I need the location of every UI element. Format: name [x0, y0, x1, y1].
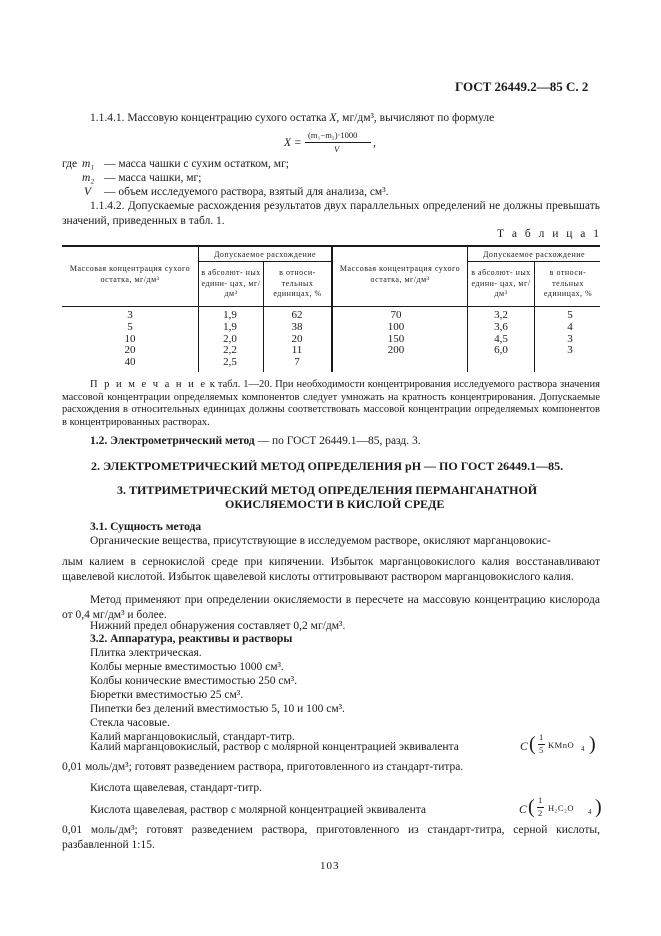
table-cell: 200: [387, 344, 405, 357]
formula-paren-open: (: [529, 733, 536, 755]
document-header: ГОСТ 26449.2—85 С. 2: [455, 79, 589, 94]
list-item: Кислота щавелевая, стандарт-титр.: [90, 782, 263, 794]
table-cell: 100: [387, 320, 405, 333]
where-text: — масса чашки с сухим остатком, мг;: [104, 158, 289, 170]
col-concentration-2: [376, 310, 416, 357]
formula-paren-close: ): [589, 733, 596, 755]
col-absolute: [210, 310, 250, 369]
formula-c: C: [520, 741, 528, 753]
section-3-heading-line2: ОКИСЛЯЕМОСТИ В КИСЛОЙ СРЕДЕ: [225, 497, 445, 511]
list-item: Стекла часовые.: [90, 717, 170, 729]
col-relative-2: [550, 310, 590, 357]
table-cell: 62: [291, 309, 303, 321]
paragraph-1141-text-end: , мг/дм³, вычисляют по формуле: [336, 112, 495, 124]
paragraph-1142: 1.1.4.2. Допускаемые расхождения результатов двух параллельных определений не должны превышать значений, приведенных в табл. 1.: [62, 200, 600, 227]
table-cell: 20: [124, 344, 136, 357]
list-item: Плитка электрическая.: [90, 647, 202, 659]
oxalic-line: Кислота щавелевая, раствор с молярной концентрацией эквивалента: [90, 804, 427, 816]
table-cell: 6,0: [494, 344, 508, 357]
table-cell: 5: [567, 309, 573, 321]
table-cell: 20: [291, 332, 303, 345]
table-cell: 3: [567, 332, 573, 345]
paragraph-12-title: 1.2. Электрометрический метод: [90, 435, 255, 447]
formula-frac-den: 2: [538, 808, 543, 818]
formula-denominator: V: [334, 144, 340, 154]
table-cell: 3,6: [494, 320, 508, 333]
formula-frac-num: 1: [538, 795, 543, 805]
oxalic-continuation: 0,01 моль/дм³; готовят разведением раствора, приготовленного из стандарт-титра, серной кислоты, разбавленной 1:15.: [62, 824, 600, 851]
paragraph-31-cont: лым калием в сернокислой среде при кипячении. Избыток марганцовокислого калия восстанавливают щавелевой кислотой. Избыток щавелевой кислоты оттитровывают раствором марганцовокислого калия.: [62, 556, 600, 583]
table-cell: 150: [387, 332, 405, 345]
th-group: Допускаемое расхождение: [213, 250, 317, 259]
paragraph-31-p2: Метод применяют при определении окисляемости в пересчете на массовую концентрацию кислорода от 0,4 мг/дм³ и более.: [62, 594, 600, 621]
table-cell: 11: [291, 344, 303, 357]
where-symbol: V: [84, 186, 92, 198]
list-item: Колбы мерные вместимостью 1000 см³.: [90, 661, 284, 673]
formula-subscript: 4: [581, 745, 585, 753]
where-text: — объем исследуемого раствора, взятый для анализа, см³.: [104, 186, 389, 198]
table-vline: [198, 246, 199, 372]
table-cell: 5: [127, 320, 133, 333]
table-cell: 2,2: [223, 344, 237, 357]
formula-text: H₂C₂O: [548, 803, 574, 813]
table-cell: 1,9: [223, 320, 237, 333]
table-cell: 2,0: [223, 332, 237, 345]
th-concentration-2: Массовая концентрация сухого остатка, мг/дм³: [339, 264, 461, 284]
table-cell: 4: [567, 320, 573, 333]
paragraph-1141-text: 1.1.4.1. Массовую концентрацию сухого остатка: [90, 112, 330, 124]
subsection-32-title: 3.2. Аппаратура, реактивы и растворы: [90, 633, 293, 645]
subsection-31-title: 3.1. Сущность метода: [90, 521, 202, 533]
th-concentration: Массовая концентрация сухого остатка, мг/дм³: [69, 264, 191, 284]
paragraph-31-line1: Органические вещества, присутствующие в исследуемом растворе, окисляют марганцовокис-: [90, 535, 551, 547]
table-group-rule: [198, 261, 333, 262]
list-item: Калий марганцовокислый, стандарт-титр.: [90, 731, 295, 743]
th-relative: в относи- тельных единицах, %: [273, 268, 322, 298]
th-absolute: в абсолют- ных едини- цах, мг/дм³: [201, 268, 261, 298]
paragraph-12-text: — по ГОСТ 26449.1—85, разд. 3.: [254, 435, 421, 447]
col-absolute-2: [481, 310, 521, 357]
formula-frac-num: 1: [539, 732, 544, 742]
page-number: 103: [320, 860, 340, 872]
table-caption: Т а б л и ц а 1: [497, 228, 602, 240]
th-group-2: Допускаемое расхождение: [482, 250, 586, 259]
list-item: Бюретки вместимостью 25 см³.: [90, 689, 244, 701]
where-symbol: m₂: [82, 172, 95, 184]
formula-paren-open: (: [528, 796, 535, 818]
formula-fraction-bar: [305, 142, 371, 143]
table-cell: 38: [291, 320, 303, 333]
kmno4-line: Калий марганцовокислый, раствор с молярной концентрацией эквивалента: [90, 741, 459, 753]
th-relative-2: в относи- тельных единицах, %: [543, 268, 593, 298]
section-3-heading: 3. ТИТРИМЕТРИЧЕСКИЙ МЕТОД ОПРЕДЕЛЕНИЯ ПЕРМАНГАНАТНОЙ: [117, 483, 538, 497]
where-lead: где: [62, 158, 78, 170]
table-cell: 40: [124, 356, 136, 369]
note-text: к табл. 1—20. При необходимости концентрирования исследуемого раствора значения массовой концентрации определяемых компонентов следует умножать на кратность концентрирования. Допускаемые расхождения в относительных единицах должны соответствовать массовой концентрации определяемых компонентов в концентрированных растворах.: [62, 379, 600, 428]
formula-comma: ,: [373, 137, 376, 149]
table-cell: 10: [124, 332, 136, 345]
formula-lhs: X =: [284, 137, 302, 149]
th-absolute-2: в абсолют- ных едини- цах, мг/дм³: [471, 268, 531, 298]
where-symbol: m₁: [82, 158, 95, 170]
paragraph-31-p3: Нижний предел обнаружения составляет 0,2 мг/дм³.: [90, 620, 346, 632]
formula-paren-close: ): [595, 796, 602, 818]
table-vline: [467, 246, 468, 372]
section-2-heading: 2. ЭЛЕКТРОМЕТРИЧЕСКИЙ МЕТОД ОПРЕДЕЛЕНИЯ рН — ПО ГОСТ 26449.1—85.: [91, 459, 564, 473]
table-cell: 2,5: [223, 356, 237, 369]
table-vline: [331, 246, 333, 372]
table-cell: 70: [390, 309, 402, 321]
table-cell: 4,5: [494, 332, 508, 345]
formula-c: C: [519, 804, 527, 816]
formula-subscript: 4: [588, 808, 592, 816]
table-cell: 7: [294, 356, 300, 369]
formula-text: KMnO: [548, 740, 575, 750]
table-cell: 3,2: [494, 309, 508, 321]
formula-numerator: (m₁−m₂)·1000: [308, 130, 358, 140]
variable-x: X: [329, 112, 337, 124]
col-concentration: [110, 310, 150, 369]
list-item: Пипетки без делений вместимостью 5, 10 и 100 см³.: [90, 703, 345, 715]
table-cell: 3: [567, 344, 573, 357]
where-text: — масса чашки, мг;: [104, 172, 202, 184]
list-item: Колбы конические вместимостью 250 см³.: [90, 675, 298, 687]
paragraph-1141: [90, 111, 494, 126]
col-relative: [277, 310, 317, 369]
note-label: П р и м е ч а н и е: [90, 379, 207, 390]
table-note: [62, 379, 600, 429]
kmno4-continuation: 0,01 моль/дм³; готовят разведением раствора, приготовленного из стандарт-титра.: [62, 761, 464, 773]
paragraph-12: [90, 434, 421, 449]
table-cell: 3: [127, 309, 133, 321]
table-cell: 1,9: [223, 309, 237, 321]
formula-frac-den: 5: [539, 745, 544, 755]
